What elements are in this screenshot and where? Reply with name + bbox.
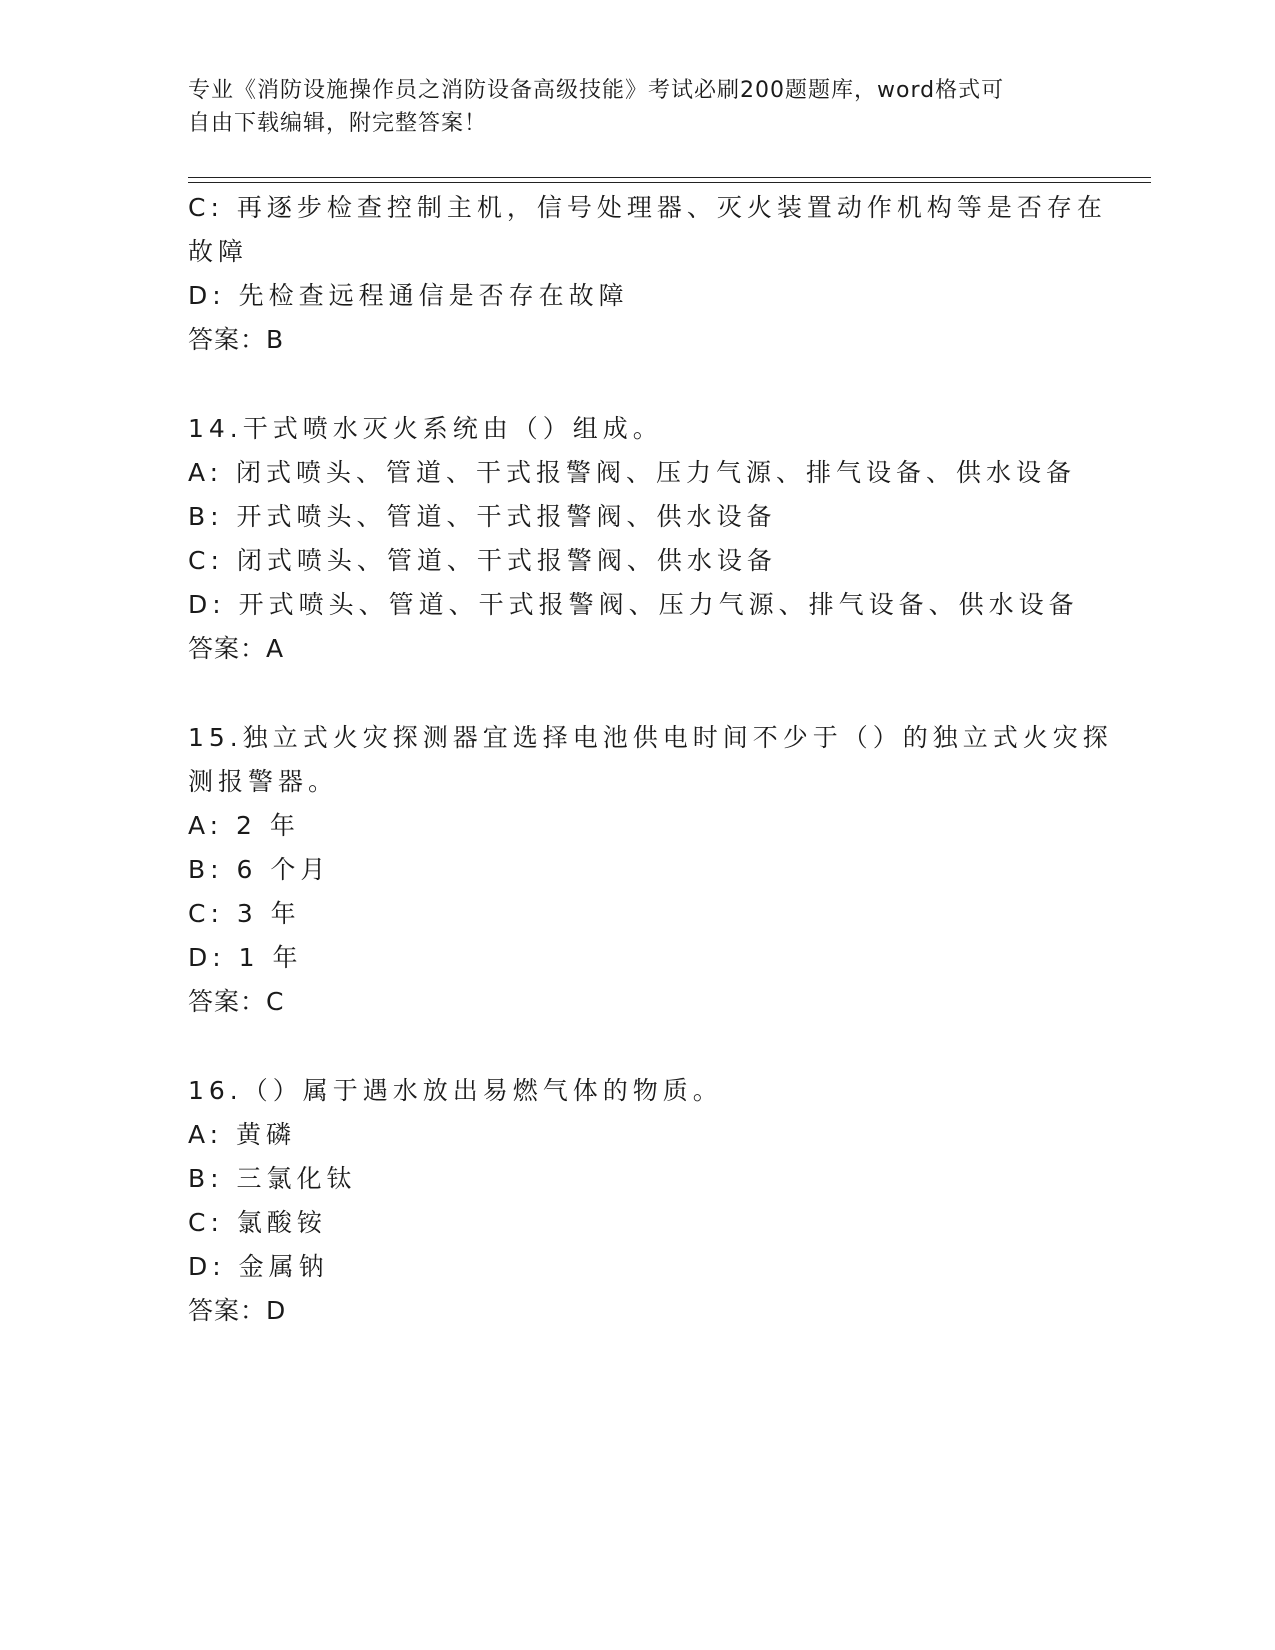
option-d: D: 先检查远程通信是否存在故障 — [188, 281, 629, 310]
option-a: A: 黄磷 — [188, 1120, 297, 1149]
question-stem-line-1: 15.独立式火灾探测器宜选择电池供电时间不少于（）的独立式火灾探 — [188, 723, 1113, 752]
option-c-line-2: 故障 — [188, 237, 249, 266]
header-divider-top — [188, 177, 1151, 178]
option-b: B: 6 个月 — [188, 855, 331, 884]
question-stem: 14.干式喷水灭火系统由（）组成。 — [188, 414, 663, 443]
option-c: C: 闭式喷头、管道、干式报警阀、供水设备 — [188, 546, 777, 575]
question-stem: 16.（）属于遇水放出易燃气体的物质。 — [188, 1076, 723, 1105]
option-d: D: 开式喷头、管道、干式报警阀、压力气源、排气设备、供水设备 — [188, 590, 1079, 619]
option-d: D: 金属钠 — [188, 1252, 329, 1281]
question-stem-line-2: 测报警器。 — [188, 767, 339, 796]
option-c: C: 氯酸铵 — [188, 1208, 327, 1237]
header-divider-bottom — [188, 182, 1151, 183]
option-a: A: 闭式喷头、管道、干式报警阀、压力气源、排气设备、供水设备 — [188, 458, 1077, 487]
document-header — [188, 74, 1078, 140]
option-d: D: 1 年 — [188, 943, 303, 972]
option-c: C: 3 年 — [188, 899, 301, 928]
header-line-1: 专业《消防设施操作员之消防设备高级技能》考试必刷200题题库，word格式可 — [188, 78, 1005, 103]
answer: 答案：A — [188, 634, 285, 663]
option-b: B: 三氯化钛 — [188, 1164, 357, 1193]
option-b: B: 开式喷头、管道、干式报警阀、供水设备 — [188, 502, 777, 531]
header-line-2: 自由下载编辑，附完整答案！ — [188, 111, 488, 136]
option-c-line-1: C: 再逐步检查控制主机，信号处理器、灭火装置动作机构等是否存在 — [188, 193, 1107, 222]
answer: 答案：B — [188, 325, 285, 354]
option-a: A: 2 年 — [188, 811, 300, 840]
answer: 答案：D — [188, 1296, 287, 1325]
answer: 答案：C — [188, 987, 285, 1016]
